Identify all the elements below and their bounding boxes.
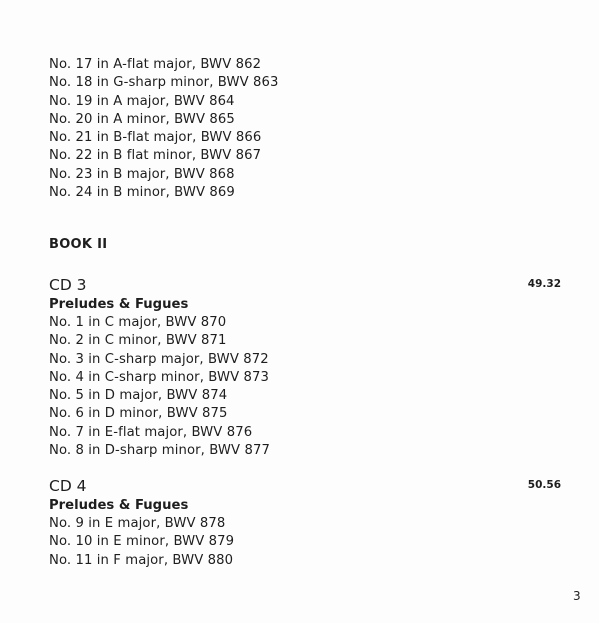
track-item: No. 2 in C minor, BWV 871 <box>49 333 227 349</box>
track-item: No. 18 in G-sharp minor, BWV 863 <box>49 75 279 91</box>
cd4-title: CD 4 <box>49 477 87 495</box>
track-item: No. 9 in E major, BWV 878 <box>49 516 226 531</box>
cd3-duration: 49.32 <box>527 278 561 290</box>
cd4-section <box>49 476 561 570</box>
track-item: No. 10 in E minor, BWV 879 <box>49 534 235 550</box>
track-item: No. 4 in C-sharp minor, BWV 873 <box>49 369 269 385</box>
track-item: No. 7 in E-flat major, BWV 876 <box>49 424 253 440</box>
track-item: No. 21 in B-flat major, BWV 866 <box>49 130 262 146</box>
page-number: 3 <box>573 589 581 603</box>
book1-track-list <box>49 56 279 202</box>
cd3-title: CD 3 <box>49 276 87 294</box>
track-item: No. 19 in A major, BWV 864 <box>49 93 235 109</box>
track-item: No. 24 in B minor, BWV 869 <box>49 185 235 201</box>
track-item: No. 6 in D minor, BWV 875 <box>49 406 228 422</box>
cd3-section <box>49 275 561 460</box>
track-item: No. 17 in A-flat major, BWV 862 <box>49 57 262 72</box>
book-heading: BOOK II <box>49 237 108 252</box>
track-item: No. 5 in D major, BWV 874 <box>49 388 228 404</box>
track-item: No. 23 in B major, BWV 868 <box>49 166 235 182</box>
track-item: No. 8 in D-sharp minor, BWV 877 <box>49 443 270 459</box>
track-item: No. 20 in A minor, BWV 865 <box>49 111 235 127</box>
cd4-header <box>49 476 561 496</box>
track-item: No. 11 in F major, BWV 880 <box>49 552 234 568</box>
track-item: No. 3 in C-sharp major, BWV 872 <box>49 351 269 367</box>
cd4-duration: 50.56 <box>527 479 561 491</box>
cd3-subtitle: Preludes & Fugues <box>49 297 189 312</box>
cd3-header <box>49 275 561 295</box>
track-item: No. 1 in C major, BWV 870 <box>49 315 227 330</box>
cd4-subtitle: Preludes & Fugues <box>49 498 189 513</box>
track-item: No. 22 in B flat minor, BWV 867 <box>49 148 262 164</box>
